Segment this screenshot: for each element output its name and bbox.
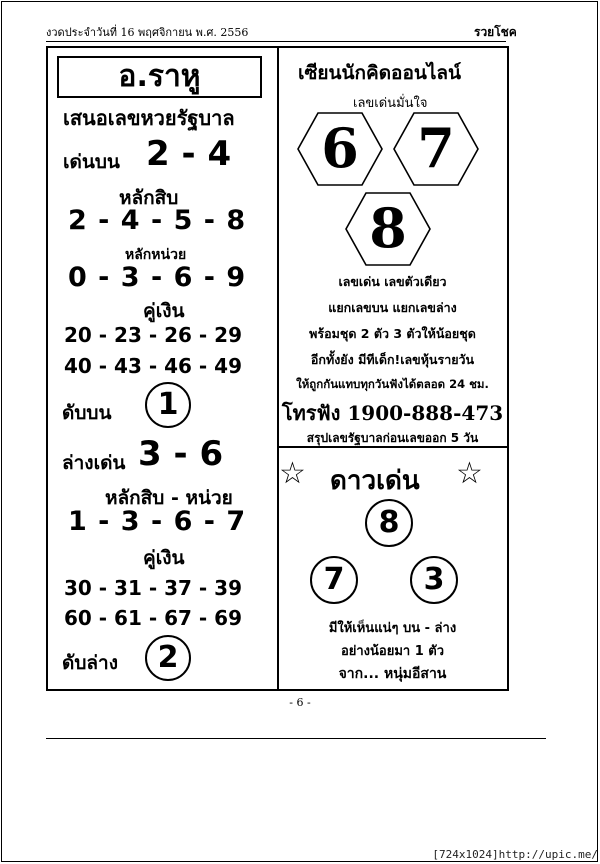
hex-number-3: 8	[369, 196, 407, 260]
tens-value: 2 - 4 - 5 - 8	[68, 205, 247, 236]
issue-date: งวดประจำวันที่ 16 พฤศจิกายน พ.ศ. 2556	[46, 26, 249, 39]
units-value: 0 - 3 - 6 - 9	[68, 262, 247, 293]
promo-line-7: สรุปเลขรัฐบาลก่อนเลขออก 5 วัน	[306, 431, 479, 445]
bottom-label: ล่างเด่น	[62, 452, 126, 474]
bottom-single-circle: 2	[145, 635, 191, 681]
promo-line-5: ให้ถูกกันแทบทุกวันฟังได้ตลอด 24 ชม.	[296, 377, 489, 391]
star-line-2: อย่างน้อยมา 1 ตัว	[340, 644, 445, 659]
star-line-1: มีให้เห็นแน่ๆ บน - ล่าง	[328, 621, 457, 636]
star-right-icon: ☆	[456, 456, 483, 491]
tens-units-value: 1 - 3 - 6 - 7	[68, 506, 247, 537]
promo-line-2: แยกเลขบน แยกเลขล่าง	[328, 300, 457, 315]
magazine-name: รวยโชค	[474, 25, 517, 39]
tens-units-label: หลักสิบ - หน่วย	[105, 487, 233, 509]
hexagon-number-3	[345, 192, 431, 266]
bottom-value: 3 - 6	[138, 434, 224, 474]
pairs2-label: คู่เงิน	[143, 547, 185, 569]
hex-number-2: 7	[417, 116, 455, 180]
top-single-label: ดับบน	[62, 402, 112, 424]
bottom-single-label: ดับล่าง	[62, 652, 118, 674]
pairs2-row-1: 30 - 31 - 37 - 39	[64, 576, 243, 600]
star-left-icon: ☆	[279, 456, 306, 491]
pairs2-row-2: 60 - 61 - 67 - 69	[64, 606, 243, 630]
tens-label: หลักสิบ	[119, 187, 179, 209]
watermark: [724x1024]http://upic.me/	[432, 848, 598, 861]
star-number-3: 3	[410, 556, 458, 604]
right-subtitle: เลขเด่นมั่นใจ	[353, 96, 428, 111]
star-number-1: 8	[365, 499, 413, 547]
top-value: 2 - 4	[146, 134, 232, 174]
star-number-2: 7	[310, 556, 358, 604]
author-title: อ.ราหู	[57, 56, 262, 98]
pairs-row-1: 20 - 23 - 26 - 29	[64, 323, 243, 347]
hexagon-number-2	[393, 112, 479, 186]
hex-number-1: 6	[321, 116, 359, 180]
phone-line: โทรฟัง 1900-888-473	[281, 401, 504, 425]
footer-rule	[46, 738, 546, 739]
units-label: หลักหน่วย	[125, 247, 187, 263]
promo-line-1: เลขเด่น เลขตัวเดียว	[338, 274, 447, 289]
promo-line-4: อีกทั้งยัง มีทีเด็ก!เลขหุ้นรายวัน	[310, 352, 475, 367]
pairs-row-2: 40 - 43 - 46 - 49	[64, 354, 243, 378]
left-subtitle: เสนอเลขหวยรัฐบาล	[63, 106, 235, 130]
pairs-label: คู่เงิน	[143, 300, 185, 322]
star-line-3: จาก... หนุ่มอีสาน	[338, 666, 447, 682]
header-rule	[46, 41, 506, 42]
column-divider	[277, 46, 279, 691]
dao-den-title: ดาวเด่น	[330, 466, 420, 496]
right-title: เซียนนักคิดออนไลน์	[298, 62, 462, 84]
promo-line-3: พร้อมชุด 2 ตัว 3 ตัวให้น้อยชุด	[309, 326, 476, 341]
top-label: เด่นบน	[63, 151, 120, 173]
page-number: - 6 -	[289, 696, 311, 709]
top-single-circle: 1	[145, 382, 191, 428]
hexagon-number-1	[297, 112, 383, 186]
